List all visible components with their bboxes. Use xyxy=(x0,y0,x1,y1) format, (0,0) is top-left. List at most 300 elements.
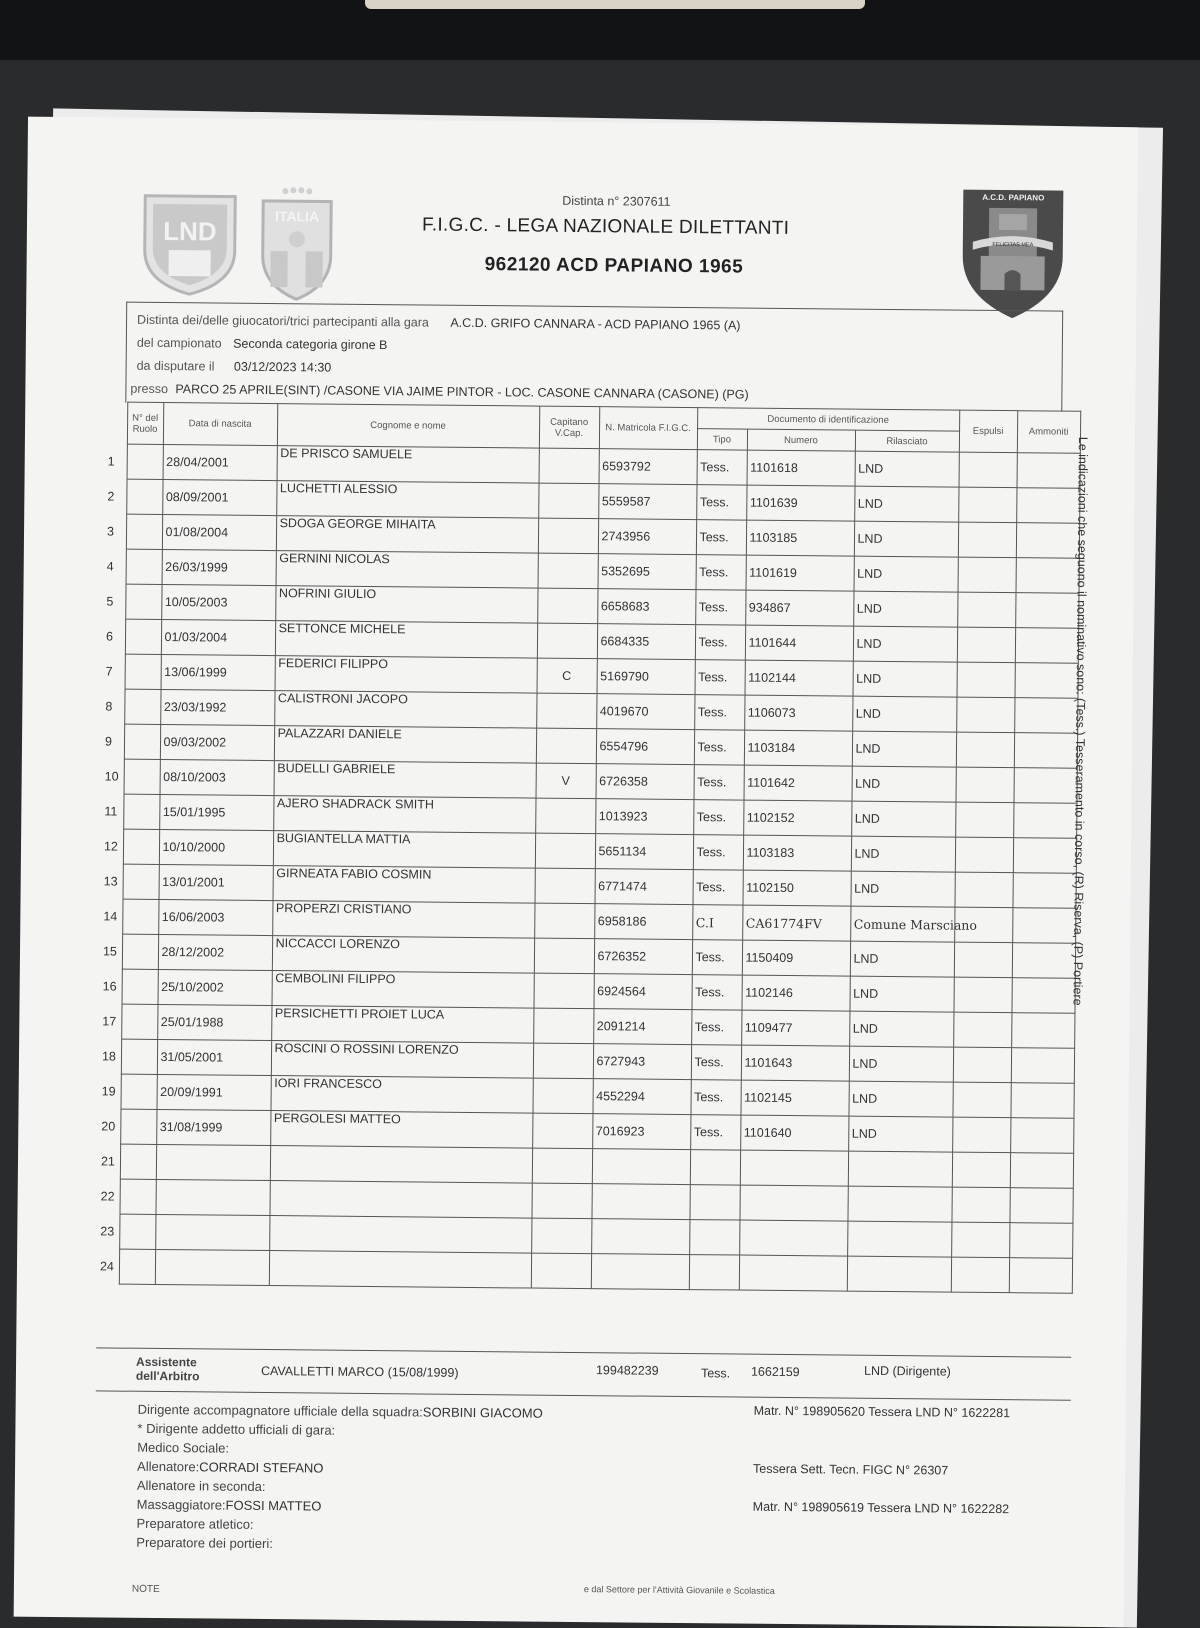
issued-by-cell: LND xyxy=(853,661,957,697)
dirigente-tessera: Matr. N° 198905620 Tessera LND N° 1622281 xyxy=(754,1404,1011,1420)
matricola-cell: 6684335 xyxy=(597,624,695,660)
matricola-cell: 6958186 xyxy=(594,904,692,940)
staff-role-label: Preparatore dei portieri: xyxy=(136,1535,273,1551)
doc-number-cell xyxy=(739,1220,847,1256)
ruolo-cell xyxy=(125,584,161,619)
row-number: 2 xyxy=(104,479,126,514)
name-cell: PERGOLESI MATTEO xyxy=(270,1111,532,1149)
espulsi-cell xyxy=(956,697,1014,733)
doc-type-cell: Tess. xyxy=(696,485,746,520)
espulsi-cell xyxy=(958,522,1016,558)
doc-number-cell: 1102150 xyxy=(742,870,850,906)
championship-line xyxy=(137,336,388,352)
doc-type-cell: Tess. xyxy=(696,520,746,555)
date-value: 03/12/2023 14:30 xyxy=(234,360,331,375)
matricola-cell: 6771474 xyxy=(594,869,692,905)
ammoniti-cell xyxy=(1016,523,1079,559)
col-matricola: N. Matricola F.I.G.C. xyxy=(599,407,697,450)
ammoniti-cell xyxy=(1010,1083,1073,1119)
ammoniti-cell xyxy=(1012,908,1075,944)
crest-ribbon-text: FELICITAS MEA xyxy=(992,242,1033,248)
footer-note-text: e dal Settore per l'Attività Giovanile e Scolastica xyxy=(584,1584,775,1596)
assistant-doc-type: Tess. xyxy=(701,1366,730,1380)
matricola-cell: 1013923 xyxy=(595,799,693,835)
doc-number-cell: 1150409 xyxy=(742,940,850,976)
name-cell: IORI FRANCESCO xyxy=(270,1076,532,1114)
ammoniti-cell xyxy=(1016,558,1079,594)
doc-type-cell: Tess. xyxy=(690,1080,740,1115)
row-number: 1 xyxy=(105,444,127,479)
name-cell: PALAZZARI DANIELE xyxy=(274,726,536,764)
doc-type-cell: Tess. xyxy=(694,695,744,730)
issued-by-cell: LND xyxy=(851,801,955,837)
lnd-logo xyxy=(138,190,241,299)
captain-cell xyxy=(537,623,597,659)
staff-role-label: Allenatore in seconda: xyxy=(137,1478,266,1494)
ruolo-cell xyxy=(121,1039,157,1074)
issued-by-cell: LND xyxy=(854,521,958,557)
row-number: 20 xyxy=(98,1109,120,1144)
distinta-number: Distinta n° 2307611 xyxy=(562,194,670,209)
ammoniti-cell xyxy=(1015,593,1078,629)
row-number: 14 xyxy=(100,899,122,934)
matricola-cell: 2743956 xyxy=(598,519,696,555)
ammoniti-cell xyxy=(1009,1258,1072,1294)
doc-type-cell: Tess. xyxy=(692,870,742,905)
dob-cell: 31/05/2001 xyxy=(157,1039,271,1075)
col-captain: Capitano V.Cap. xyxy=(539,406,599,449)
name-cell: FEDERICI FILIPPO xyxy=(275,656,537,694)
doc-number-cell: CA61774FV xyxy=(742,905,850,941)
doc-type-cell xyxy=(689,1220,739,1255)
name-cell: SETTONCE MICHELE xyxy=(275,621,537,659)
ruolo-cell xyxy=(123,829,159,864)
issued-by-cell: LND xyxy=(854,486,958,522)
staff-person-name: CORRADI STEFANO xyxy=(199,1459,323,1475)
espulsi-cell xyxy=(957,627,1015,663)
dob-cell: 23/03/1992 xyxy=(160,689,274,725)
doc-number-cell: 1106073 xyxy=(744,695,852,731)
issued-by-cell: LND xyxy=(849,1046,953,1082)
name-cell: CALISTRONI JACOPO xyxy=(274,691,536,729)
name-cell: SDOGA GEORGE MIHAITA xyxy=(276,516,538,554)
federation-title: F.I.G.C. - LEGA NAZIONALE DILETTANTI xyxy=(422,214,789,240)
issued-by-cell: LND xyxy=(851,836,955,872)
doc-number-cell: 1102146 xyxy=(741,975,849,1011)
issued-by-cell: LND xyxy=(852,696,956,732)
name-cell: NICCACCI LORENZO xyxy=(272,936,534,974)
ruolo-cell xyxy=(123,794,159,829)
doc-type-cell: Tess. xyxy=(695,590,745,625)
espulsi-cell xyxy=(952,1117,1010,1153)
captain-cell xyxy=(535,833,595,869)
matricola-cell: 4552294 xyxy=(592,1079,690,1115)
dob-cell: 13/06/1999 xyxy=(161,654,275,690)
ruolo-cell xyxy=(125,654,161,689)
ruolo-cell xyxy=(124,759,160,794)
col-rilasciato: Rilasciato xyxy=(855,430,959,452)
col-document: Documento di identificazione xyxy=(697,408,959,432)
espulsi-cell xyxy=(956,767,1014,803)
doc-number-cell: 1103183 xyxy=(743,835,851,871)
doc-number-cell xyxy=(739,1255,847,1291)
ammoniti-cell xyxy=(1011,1013,1074,1049)
ruolo-cell xyxy=(126,479,162,514)
date-line xyxy=(137,359,332,375)
staff-role-label: * Dirigente addetto ufficiali di gara: xyxy=(137,1421,335,1438)
dob-cell: 28/04/2001 xyxy=(163,444,277,480)
ruolo-cell xyxy=(127,444,163,479)
name-cell: AJERO SHADRACK SMITH xyxy=(273,796,535,834)
ruolo-cell xyxy=(120,1109,156,1144)
matricola-cell xyxy=(591,1184,689,1220)
dob-cell xyxy=(155,1179,269,1215)
ammoniti-cell xyxy=(1013,838,1076,874)
captain-cell xyxy=(531,1253,591,1289)
ammoniti-cell xyxy=(1015,663,1078,699)
venue-label: presso xyxy=(130,382,168,396)
dob-cell: 16/06/2003 xyxy=(158,899,272,935)
issued-by-cell xyxy=(847,1221,951,1257)
captain-cell xyxy=(537,588,597,624)
dob-cell: 08/09/2001 xyxy=(162,479,276,515)
doc-type-cell xyxy=(689,1185,739,1220)
massaggiatore-tessera: Matr. N° 198905619 Tessera LND N° 1622282 xyxy=(753,1500,1010,1516)
row-number: 9 xyxy=(102,724,124,759)
ruolo-cell xyxy=(122,934,158,969)
club-title: 962120 ACD PAPIANO 1965 xyxy=(485,254,744,278)
staff-line xyxy=(137,1440,229,1456)
dob-cell: 15/01/1995 xyxy=(159,794,273,830)
dob-cell: 08/10/2003 xyxy=(160,759,274,795)
issued-by-cell xyxy=(847,1186,951,1222)
doc-type-cell: Tess. xyxy=(694,730,744,765)
captain-cell xyxy=(539,448,599,484)
italia-logo xyxy=(256,185,337,304)
name-cell: CEMBOLINI FILIPPO xyxy=(272,971,534,1009)
espulsi-cell xyxy=(958,487,1016,523)
captain-cell: V xyxy=(536,763,596,799)
col-dob: Data di nascita xyxy=(163,402,277,445)
captain-cell xyxy=(533,973,593,1009)
dob-cell: 20/09/1991 xyxy=(157,1074,271,1110)
col-espulsi: Espulsi xyxy=(959,410,1017,453)
dob-cell: 01/03/2004 xyxy=(161,619,275,655)
issued-by-cell xyxy=(848,1151,952,1187)
issued-by-cell xyxy=(847,1256,951,1292)
doc-type-cell: Tess. xyxy=(695,660,745,695)
matricola-cell: 2091214 xyxy=(593,1009,691,1045)
row-number: 8 xyxy=(102,689,124,724)
dob-cell: 31/08/1999 xyxy=(156,1109,270,1145)
issued-by-cell: LND xyxy=(854,556,958,592)
venue-value: PARCO 25 APRILE(SINT) /CASONE VIA JAIME PINTOR - LOC. CASONE CANNARA (CASONE) (PG) xyxy=(175,382,748,402)
row-number: 17 xyxy=(99,1004,121,1039)
doc-type-cell: Tess. xyxy=(693,835,743,870)
doc-number-cell: 1101644 xyxy=(745,625,853,661)
ruolo-cell xyxy=(122,969,158,1004)
row-number: 22 xyxy=(97,1179,119,1214)
ammoniti-cell xyxy=(1013,803,1076,839)
issued-by-cell: Comune Marsciano xyxy=(850,906,954,942)
staff-line xyxy=(137,1478,266,1494)
captain-cell xyxy=(534,903,594,939)
doc-number-cell xyxy=(739,1185,847,1221)
match-info-box xyxy=(125,302,1063,412)
name-cell xyxy=(269,1251,531,1289)
match-value: A.C.D. GRIFO CANNARA - ACD PAPIANO 1965 (A) xyxy=(450,316,740,333)
row-number: 23 xyxy=(97,1214,119,1249)
dob-cell: 26/03/1999 xyxy=(162,549,276,585)
doc-type-cell: Tess. xyxy=(692,940,742,975)
matricola-cell: 6727943 xyxy=(593,1044,691,1080)
doc-number-cell: 1103184 xyxy=(744,730,852,766)
doc-number-cell: 1101643 xyxy=(741,1045,849,1081)
dob-cell: 01/08/2004 xyxy=(162,514,276,550)
name-cell: BUGIANTELLA MATTIA xyxy=(273,831,535,869)
row-number: 15 xyxy=(100,934,122,969)
crest-text: A.C.D. PAPIANO xyxy=(982,193,1044,203)
ruolo-cell xyxy=(119,1179,155,1214)
espulsi-cell xyxy=(951,1187,1009,1223)
doc-type-cell xyxy=(690,1150,740,1185)
issued-by-cell: LND xyxy=(849,976,953,1012)
ammoniti-cell xyxy=(1012,978,1075,1014)
doc-type-cell: Tess. xyxy=(697,450,747,485)
matricola-cell xyxy=(591,1219,689,1255)
captain-cell xyxy=(534,938,594,974)
match-sheet-page xyxy=(14,117,1138,1628)
espulsi-cell xyxy=(954,977,1012,1013)
captain-cell xyxy=(533,1043,593,1079)
doc-type-cell: Tess. xyxy=(694,765,744,800)
doc-number-cell: 1101640 xyxy=(740,1115,848,1151)
captain-cell xyxy=(538,553,598,589)
issued-by-cell: LND xyxy=(851,766,955,802)
captain-cell xyxy=(531,1183,591,1219)
venue-line xyxy=(130,382,748,402)
assistant-label: Assistente dell'Arbitro xyxy=(136,1355,226,1384)
matricola-cell: 6726352 xyxy=(594,939,692,975)
espulsi-cell xyxy=(953,1012,1011,1048)
issued-by-cell: LND xyxy=(850,871,954,907)
doc-number-cell: 1101642 xyxy=(743,765,851,801)
staff-line xyxy=(136,1535,273,1551)
staff-role-label: Dirigente accompagnatore ufficiale della squadra: xyxy=(138,1402,423,1420)
ammoniti-cell xyxy=(1016,488,1079,524)
desk-background xyxy=(0,0,1200,60)
name-cell: PROPERZI CRISTIANO xyxy=(272,901,534,939)
ruolo-cell xyxy=(125,619,161,654)
name-cell: GERNINI NICOLAS xyxy=(276,551,538,589)
row-number: 24 xyxy=(97,1249,119,1284)
row-number: 12 xyxy=(101,829,123,864)
matricola-cell: 4019670 xyxy=(596,694,694,730)
assistant-doc-number: 1662159 xyxy=(751,1365,800,1379)
staff-person-name: SORBINI GIACOMO xyxy=(423,1405,543,1421)
ammoniti-cell xyxy=(1015,628,1078,664)
row-number: 19 xyxy=(99,1074,121,1109)
staff-line xyxy=(137,1421,335,1438)
espulsi-cell xyxy=(959,452,1017,488)
assistant-matricola: 199482239 xyxy=(596,1363,659,1378)
espulsi-cell xyxy=(955,802,1013,838)
captain-cell xyxy=(531,1218,591,1254)
captain-cell xyxy=(535,868,595,904)
issued-by-cell: LND xyxy=(848,1081,952,1117)
matricola-cell: 6593792 xyxy=(599,449,697,485)
doc-number-cell: 1102144 xyxy=(745,660,853,696)
espulsi-cell xyxy=(951,1222,1009,1258)
ammoniti-cell xyxy=(1011,1048,1074,1084)
row-number: 6 xyxy=(103,619,125,654)
doc-number-cell: 1101639 xyxy=(746,485,854,521)
ammoniti-cell xyxy=(1010,1153,1073,1189)
match-line xyxy=(137,313,741,333)
ruolo-cell xyxy=(124,724,160,759)
dob-cell: 28/12/2002 xyxy=(158,934,272,970)
doc-number-cell: 1103185 xyxy=(746,520,854,556)
ammoniti-cell xyxy=(1012,943,1075,979)
dob-cell xyxy=(155,1214,269,1250)
doc-type-cell: Tess. xyxy=(695,625,745,660)
doc-number-cell: 1102152 xyxy=(743,800,851,836)
issued-by-cell: LND xyxy=(848,1116,952,1152)
matricola-cell xyxy=(591,1254,689,1290)
ruolo-cell xyxy=(119,1214,155,1249)
ruolo-cell xyxy=(124,689,160,724)
clipboard-clip xyxy=(365,0,865,9)
matricola-cell: 6554796 xyxy=(596,729,694,765)
col-name: Cognome e nome xyxy=(277,404,539,449)
espulsi-cell xyxy=(955,837,1013,873)
allenatore-tessera: Tessera Sett. Tecn. FIGC N° 26307 xyxy=(753,1462,948,1478)
name-cell: NOFRINI GIULIO xyxy=(275,586,537,624)
captain-cell xyxy=(536,728,596,764)
staff-person-name: FOSSI MATTEO xyxy=(226,1498,322,1514)
ruolo-cell xyxy=(122,899,158,934)
col-numero: Numero xyxy=(747,429,855,451)
staff-line xyxy=(137,1497,322,1514)
name-cell: GIRNEATA FABIO COSMIN xyxy=(273,866,535,904)
name-cell: ROSCINI O ROSSINI LORENZO xyxy=(271,1041,533,1079)
ruolo-cell xyxy=(119,1249,155,1284)
row-number: 4 xyxy=(104,549,126,584)
ammoniti-cell xyxy=(1017,453,1080,489)
dob-cell xyxy=(155,1249,269,1285)
doc-type-cell: C.I xyxy=(692,905,742,940)
name-cell: LUCHETTI ALESSIO xyxy=(276,481,538,519)
name-cell xyxy=(269,1216,531,1254)
espulsi-cell xyxy=(957,592,1015,628)
staff-line xyxy=(138,1402,543,1421)
ammoniti-cell xyxy=(1014,768,1077,804)
dob-cell: 13/01/2001 xyxy=(159,864,273,900)
captain-cell xyxy=(532,1148,592,1184)
ruolo-cell xyxy=(126,549,162,584)
matricola-cell: 7016923 xyxy=(592,1114,690,1150)
captain-cell xyxy=(538,483,598,519)
row-number: 11 xyxy=(101,794,123,829)
staff-line xyxy=(136,1516,253,1532)
dob-cell: 10/05/2003 xyxy=(161,584,275,620)
lnd-logo-text: LND xyxy=(163,216,217,247)
staff-role-label: Massaggiatore: xyxy=(137,1497,226,1513)
championship-label: del campionato xyxy=(137,336,222,351)
row-number: 10 xyxy=(102,759,124,794)
matricola-cell: 6658683 xyxy=(597,589,695,625)
captain-cell xyxy=(532,1113,592,1149)
matricola-cell: 6924564 xyxy=(593,974,691,1010)
dob-cell: 25/01/1988 xyxy=(157,1004,271,1040)
assistant-name: CAVALLETTI MARCO (15/08/1999) xyxy=(261,1364,459,1380)
side-legend: Le indicazioni che seguono il nominativo sono: (Tess.) Tesseramento in corso, (R) Riserva, (P) Portiere xyxy=(1070,437,1090,1077)
name-cell xyxy=(270,1146,532,1184)
issued-by-cell: LND xyxy=(850,941,954,977)
row-number: 3 xyxy=(104,514,126,549)
ruolo-cell xyxy=(120,1144,156,1179)
match-label: Distinta dei/delle giuocatori/trici partecipanti alla gara xyxy=(137,313,429,330)
col-ruolo: N° del Ruolo xyxy=(127,402,163,444)
issued-by-cell: LND xyxy=(849,1011,953,1047)
name-cell: BUDELLI GABRIELE xyxy=(274,761,536,799)
captain-cell: C xyxy=(537,658,597,694)
espulsi-cell xyxy=(957,662,1015,698)
matricola-cell: 5651134 xyxy=(595,834,693,870)
ammoniti-cell xyxy=(1014,698,1077,734)
captain-cell xyxy=(532,1078,592,1114)
row-number: 18 xyxy=(99,1039,121,1074)
row-number: 21 xyxy=(98,1144,120,1179)
ruolo-cell xyxy=(123,864,159,899)
championship-value: Seconda categoria girone B xyxy=(233,337,387,352)
captain-cell xyxy=(533,1008,593,1044)
doc-type-cell: Tess. xyxy=(691,975,741,1010)
ammoniti-cell xyxy=(1013,873,1076,909)
doc-type-cell: Tess. xyxy=(690,1115,740,1150)
italia-logo-text: ITALIA xyxy=(275,208,319,224)
staff-role-label: Allenatore: xyxy=(137,1459,199,1475)
matricola-cell xyxy=(592,1149,690,1185)
issued-by-cell: LND xyxy=(855,451,959,487)
espulsi-cell xyxy=(955,872,1013,908)
issued-by-cell: LND xyxy=(852,731,956,767)
ruolo-cell xyxy=(121,1074,157,1109)
players-table xyxy=(97,401,1081,1293)
espulsi-cell xyxy=(954,942,1012,978)
row-number: 13 xyxy=(101,864,123,899)
doc-type-cell: Tess. xyxy=(696,555,746,590)
doc-type-cell xyxy=(689,1255,739,1290)
staff-role-label: Medico Sociale: xyxy=(137,1440,229,1456)
matricola-cell: 5352695 xyxy=(598,554,696,590)
staff-role-label: Preparatore atletico: xyxy=(136,1516,253,1532)
notes-label: NOTE xyxy=(132,1584,160,1595)
ruolo-cell xyxy=(121,1004,157,1039)
doc-type-cell: Tess. xyxy=(691,1010,741,1045)
espulsi-cell xyxy=(952,1152,1010,1188)
name-cell xyxy=(269,1181,531,1219)
matricola-cell: 5169790 xyxy=(597,659,695,695)
row-index-header xyxy=(105,402,127,444)
dob-cell: 25/10/2002 xyxy=(158,969,272,1005)
doc-number-cell: 934867 xyxy=(745,590,853,626)
ammoniti-cell xyxy=(1010,1118,1073,1154)
espulsi-cell xyxy=(953,1047,1011,1083)
staff-line xyxy=(137,1459,324,1476)
captain-cell xyxy=(535,798,595,834)
espulsi-cell xyxy=(952,1082,1010,1118)
